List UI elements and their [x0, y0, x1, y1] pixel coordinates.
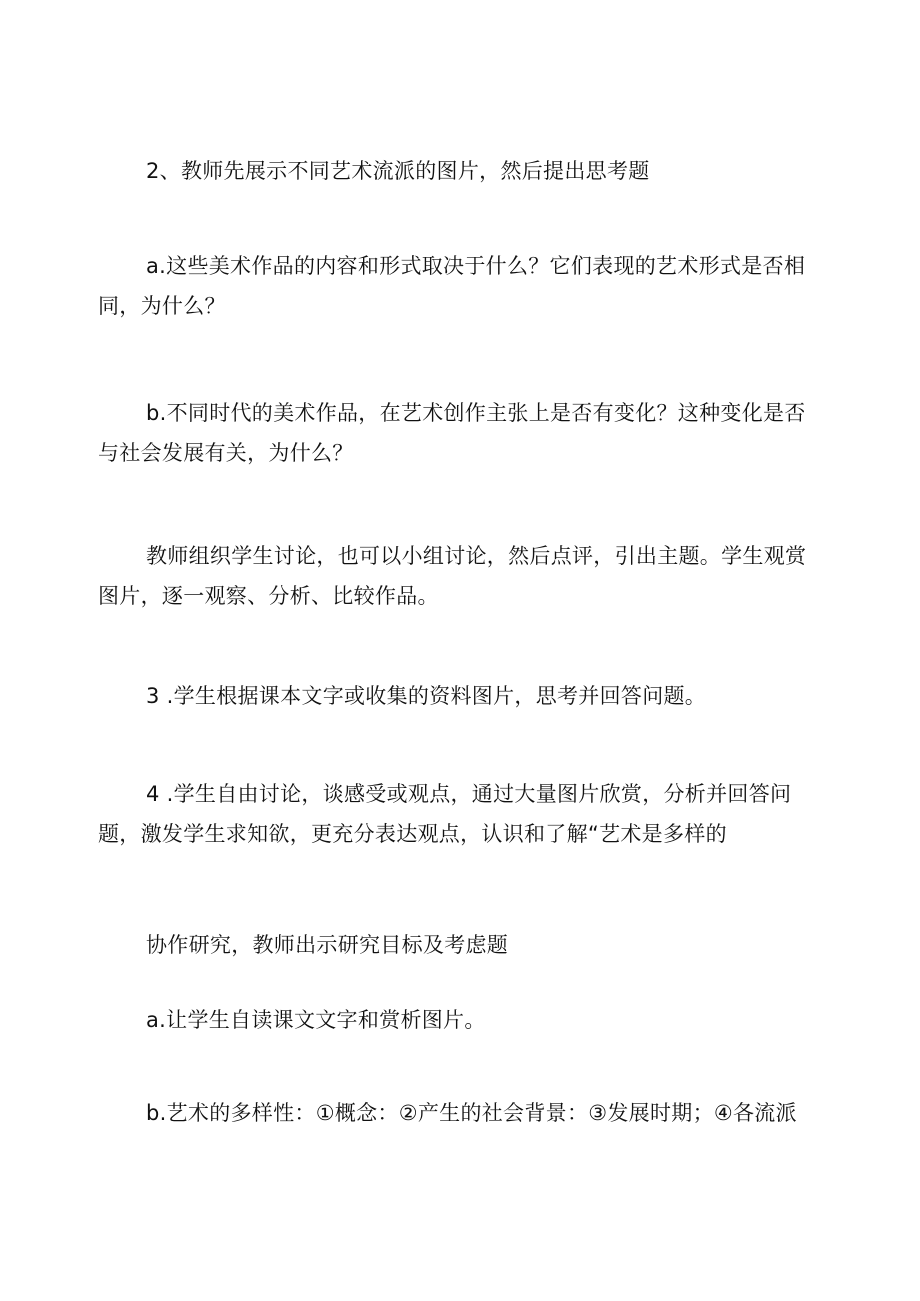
paragraph-step-2: 2、教师先展示不同艺术流派的图片，然后提出思考题 [146, 159, 650, 183]
paragraph-question-a: a.这些美术作品的内容和形式取决于什么？它们表现的艺术形式是否相同，为什么？ [98, 254, 806, 318]
paragraph-research-a: a.让学生自读课文文字和赏析图片。 [146, 1008, 486, 1032]
paragraph-collaborative-research: 协作研究，教师出示研究目标及考虑题 [146, 933, 509, 957]
paragraph-step-3: 3 .学生根据课本文字或收集的资料图片，思考并回答问题。 [146, 684, 707, 708]
paragraph-step-4: 4 .学生自由讨论，谈感受或观点，通过大量图片欣赏，分析并回答问题，激发学生求知欲，更充分表达观点，认识和了解“艺术是多样的 [98, 782, 792, 846]
paragraph-research-b: b.艺术的多样性：①概念：②产生的社会背景：③发展时期；④各流派 [146, 1101, 797, 1125]
paragraph-teacher-discussion: 教师组织学生讨论，也可以小组讨论，然后点评，引出主题。学生观赏图片，逐一观察、分析、比较作品。 [98, 544, 807, 608]
paragraph-question-b: b.不同时代的美术作品，在艺术创作主张上是否有变化？这种变化是否与社会发展有关，为什么？ [98, 401, 806, 465]
